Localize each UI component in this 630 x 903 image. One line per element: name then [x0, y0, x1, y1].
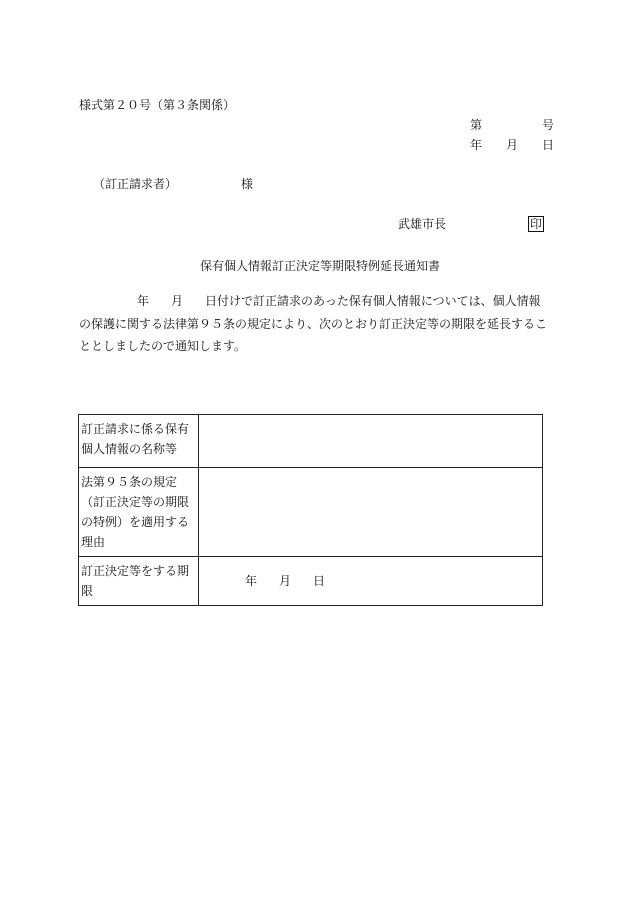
body-paragraph	[79, 290, 551, 358]
table-row	[79, 557, 543, 606]
deadline-day: 日	[313, 574, 326, 588]
recipient-label: （訂正請求者）	[93, 177, 178, 191]
row-value-info-name	[199, 415, 543, 468]
row-value-deadline	[199, 557, 543, 606]
info-table	[78, 414, 543, 606]
row-label-info-name: 訂正請求に係る保有個人情報の名称等	[79, 415, 199, 468]
row-value-reason	[199, 468, 543, 557]
recipient-honorific: 様	[241, 177, 254, 191]
sender	[398, 216, 544, 232]
issue-date	[470, 137, 554, 153]
deadline-year: 年	[245, 574, 258, 588]
table-row	[79, 415, 543, 468]
issue-date-year: 年	[470, 138, 483, 152]
row-label-reason: 法第９５条の規定（訂正決定等の期限の特例）を適用する理由	[79, 468, 199, 557]
row-label-deadline: 訂正決定等をする期限	[79, 557, 199, 606]
issue-date-month: 月	[506, 138, 519, 152]
table-row	[79, 468, 543, 557]
document-number	[470, 117, 554, 133]
body-year: 年	[137, 294, 150, 308]
deadline-month: 月	[279, 574, 292, 588]
body-text: 日付けで訂正請求のあった保有個人情報については、個人情報の保護に関する法律第９５条の規定により、次のとおり訂正決定等の期限を延長することとしましたので通知します。	[79, 294, 548, 353]
seal-mark: 印	[530, 217, 543, 231]
recipient	[93, 176, 253, 192]
document-title: 保有個人情報訂正決定等期限特例延長通知書	[200, 259, 441, 273]
doc-number-prefix: 第	[470, 118, 483, 132]
body-month: 月	[171, 294, 184, 308]
sender-title: 武雄市長	[398, 217, 447, 231]
issue-date-day: 日	[542, 138, 555, 152]
doc-number-suffix: 号	[542, 118, 555, 132]
form-number: 様式第２０号（第３条関係）	[79, 98, 236, 112]
